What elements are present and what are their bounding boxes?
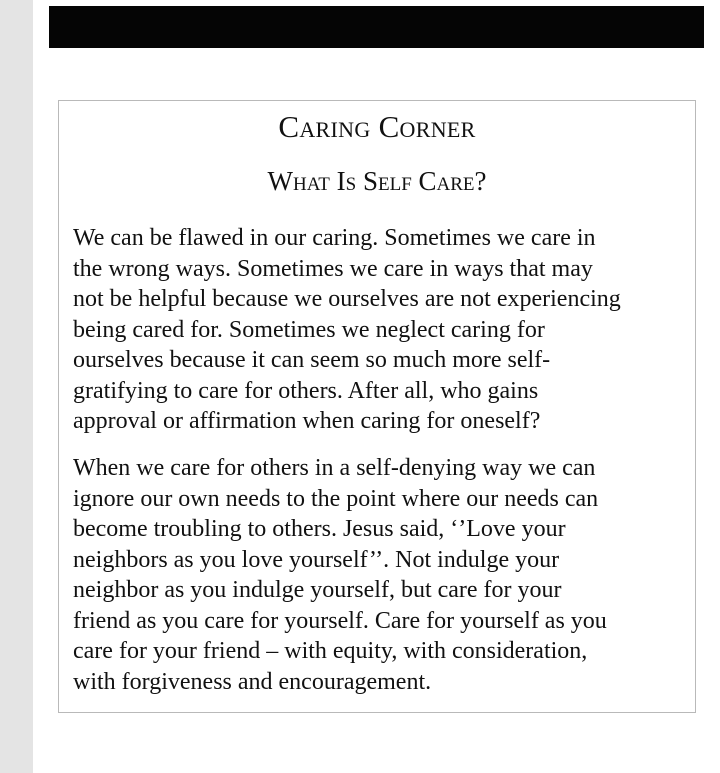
paragraph-line: the wrong ways. Sometimes we care in ways that may — [73, 255, 593, 282]
paragraph-line: not be helpful because we ourselves are not experiencing — [73, 286, 621, 312]
paragraph-line: friend as you care for yourself. Care for yourself as you — [73, 607, 607, 634]
article-card — [58, 100, 696, 713]
paragraph-line: being cared for. Sometimes we neglect caring for — [73, 316, 545, 343]
paragraph-line: become troubling to others. Jesus said, ‘’Love your — [73, 516, 566, 542]
paragraph-line: We can be flawed in our caring. Sometimes we care in — [73, 225, 596, 251]
paragraph-line: approval or affirmation when caring for oneself? — [73, 408, 541, 434]
paragraph-1 — [73, 223, 689, 437]
article-subtitle: What Is Self Care? — [267, 166, 487, 196]
paragraph-line: ourselves because it can seem so much more self- — [73, 347, 551, 373]
paragraph-line: When we care for others in a self-denying way we can — [73, 455, 596, 481]
paragraph-line: neighbor as you indulge yourself, but care for your — [73, 577, 562, 603]
redaction-bar — [49, 6, 704, 48]
paragraph-2 — [73, 453, 689, 697]
paragraph-line: gratifying to care for others. After all, who gains — [73, 377, 539, 404]
article-title: Caring Corner — [278, 109, 476, 144]
paragraph-line: ignore our own needs to the point where our needs can — [73, 485, 599, 512]
paragraph-line: with forgiveness and encouragement. — [73, 668, 432, 695]
paragraph-line: care for your friend – with equity, with consideration, — [73, 638, 588, 664]
left-margin-strip — [0, 0, 33, 773]
paragraph-line: neighbors as you love yourself’’. Not indulge your — [73, 546, 560, 573]
